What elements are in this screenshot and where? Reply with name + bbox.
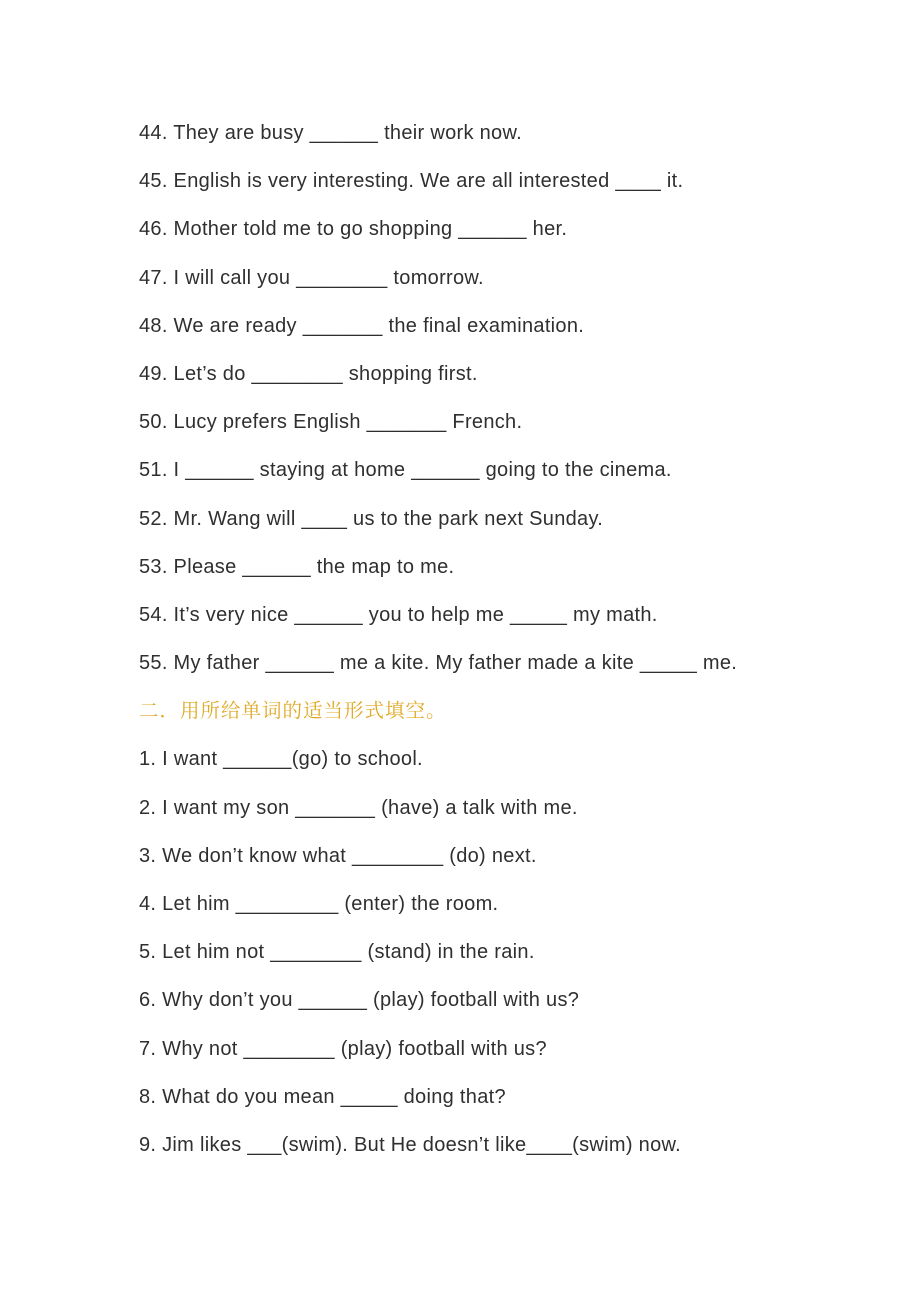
- exercise-content: [139, 113, 879, 1173]
- exercise-line-s2-2: 2. I want my son _______ (have) a talk with me.: [139, 796, 578, 819]
- exercise-line-48: 48. We are ready _______ the final examination.: [139, 314, 585, 337]
- exercise-line-44: 44. They are busy ______ their work now.: [139, 122, 522, 144]
- exercise-line-53: 53. Please ______ the map to me.: [139, 555, 455, 578]
- exercise-line-s2-6: 6. Why don’t you ______ (play) football with us?: [139, 989, 580, 1012]
- exercise-line-54: 54. It’s very nice ______ you to help me _____ my math.: [139, 603, 658, 626]
- exercise-line-s2-3: 3. We don’t know what ________ (do) next.: [139, 844, 537, 867]
- exercise-line-52: 52. Mr. Wang will ____ us to the park next Sunday.: [139, 507, 604, 530]
- exercise-line-49: 49. Let’s do ________ shopping first.: [139, 362, 478, 385]
- exercise-line-s2-4: 4. Let him _________ (enter) the room.: [139, 893, 499, 915]
- exercise-line-47: 47. I will call you ________ tomorrow.: [139, 266, 484, 289]
- exercise-line-45: 45. English is very interesting. We are all interested ____ it.: [139, 170, 684, 193]
- exercise-line-s2-8: 8. What do you mean _____ doing that?: [139, 1085, 506, 1108]
- exercise-line-s2-7: 7. Why not ________ (play) football with us?: [139, 1037, 547, 1060]
- exercise-line-50: 50. Lucy prefers English _______ French.: [139, 411, 523, 434]
- section-two-heading: 二．用所给单词的适当形式填空。: [139, 699, 447, 723]
- exercise-line-55: 55. My father ______ me a kite. My father made a kite _____ me.: [139, 652, 738, 675]
- exercise-line-s2-1: 1. I want ______(go) to school.: [139, 748, 423, 771]
- exercise-line-s2-9: 9. Jim likes ___(swim). But He doesn’t like____(swim) now.: [139, 1133, 682, 1156]
- exercise-line-51: 51. I ______ staying at home ______ going to the cinema.: [139, 459, 672, 482]
- exercise-line-46: 46. Mother told me to go shopping ______ her.: [139, 218, 568, 241]
- exercise-line-s2-5: 5. Let him not ________ (stand) in the rain.: [139, 941, 535, 964]
